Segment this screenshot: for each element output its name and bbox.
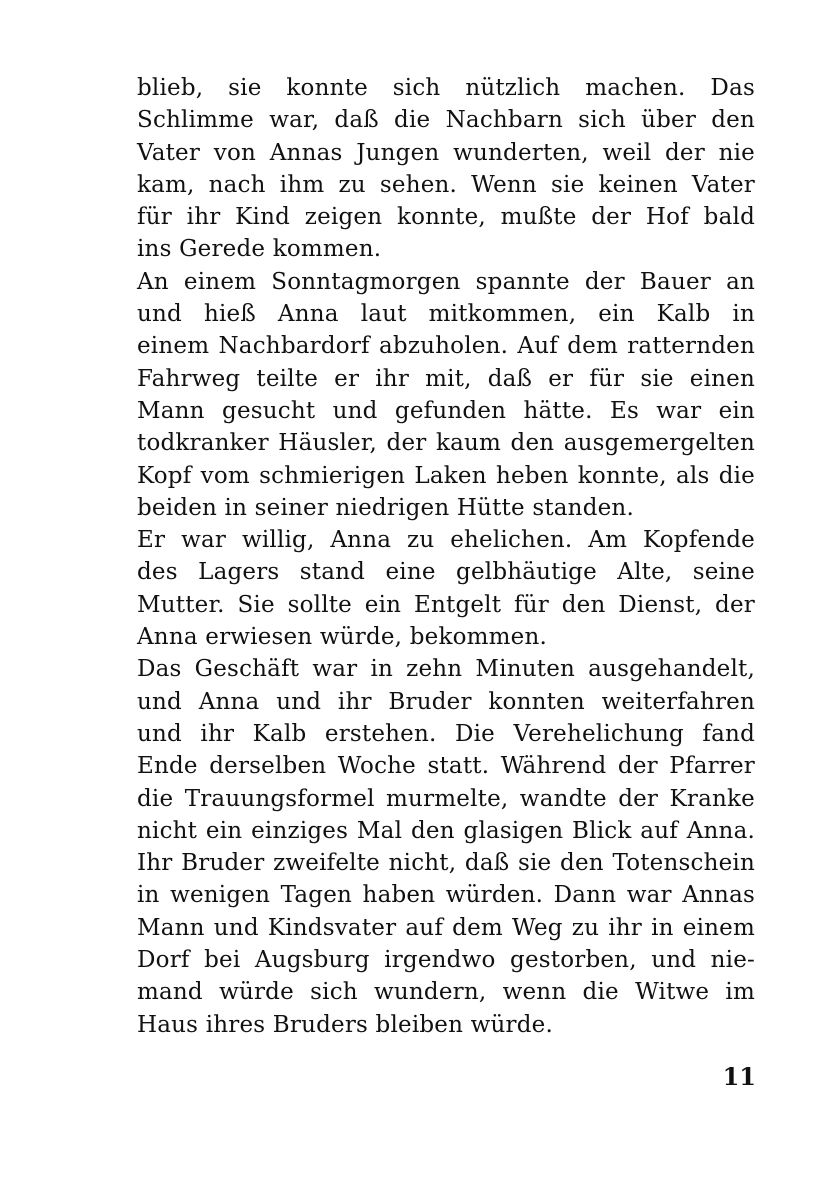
text-line: ins Gerede kommen. xyxy=(137,236,382,263)
text-line: kam, nach ihm zu sehen. Wenn sie keinen Vater xyxy=(137,171,755,198)
text-line: in wenigen Tagen haben würden. Dann war Annas xyxy=(137,882,755,909)
text-line: todkranker Häusler, der kaum den ausgemergelten xyxy=(137,430,755,457)
text-line: Ende derselben Woche statt. Während der Pfarrer xyxy=(137,753,755,780)
text-line: und hieß Anna laut mitkommen, ein Kalb in xyxy=(137,301,755,328)
text-line: beiden in seiner niedrigen Hütte standen. xyxy=(137,494,634,521)
text-line: einem Nachbardorf abzuholen. Auf dem ratternden xyxy=(137,333,755,360)
text-line: Mutter. Sie sollte ein Entgelt für den Dienst, der xyxy=(137,591,755,618)
text-line: Mann und Kindsvater auf dem Weg zu ihr in einem xyxy=(137,914,755,941)
text-line: für ihr Kind zeigen konnte, mußte der Hof bald xyxy=(137,204,755,231)
text-line: blieb, sie konnte sich nützlich machen. Das xyxy=(137,75,755,101)
text-line: Anna erwiesen würde, bekommen. xyxy=(137,624,547,651)
text-line: Dorf bei Augsburg irgendwo gestorben, und nie- xyxy=(137,947,755,974)
text-line: die Trauungsformel murmelte, wandte der Kranke xyxy=(137,785,755,812)
text-line: Er war willig, Anna zu ehelichen. Am Kopfende xyxy=(137,527,755,554)
text-line: Schlimme war, daß die Nachbarn sich über den xyxy=(137,107,755,134)
text-line: An einem Sonntagmorgen spannte der Bauer an xyxy=(137,268,755,295)
page-number: 11 xyxy=(722,1062,756,1091)
text-line: Mann gesucht und gefunden hätte. Es war ein xyxy=(137,397,755,424)
text-line: Das Geschäft war in zehn Minuten ausgehandelt, xyxy=(137,656,755,683)
text-line: Kopf vom schmierigen Laken heben konnte, als die xyxy=(137,462,755,489)
text-line: und ihr Kalb erstehen. Die Verehelichung fand xyxy=(137,720,755,747)
text-line: Fahrweg teilte er ihr mit, daß er für sie einen xyxy=(137,365,755,392)
text-line: Vater von Annas Jungen wunderten, weil der nie xyxy=(137,139,755,166)
body-text xyxy=(137,72,755,1041)
text-line: Haus ihres Bruders bleiben würde. xyxy=(137,1011,553,1038)
text-line: Ihr Bruder zweifelte nicht, daß sie den Totenschein xyxy=(137,850,755,877)
text-line: mand würde sich wundern, wenn die Witwe im xyxy=(137,979,755,1006)
text-line: des Lagers stand eine gelbhäutige Alte, seine xyxy=(137,559,755,586)
text-line: nicht ein einziges Mal den glasigen Blick auf Anna. xyxy=(137,817,755,844)
text-line: und Anna und ihr Bruder konnten weiterfahren xyxy=(137,688,755,715)
